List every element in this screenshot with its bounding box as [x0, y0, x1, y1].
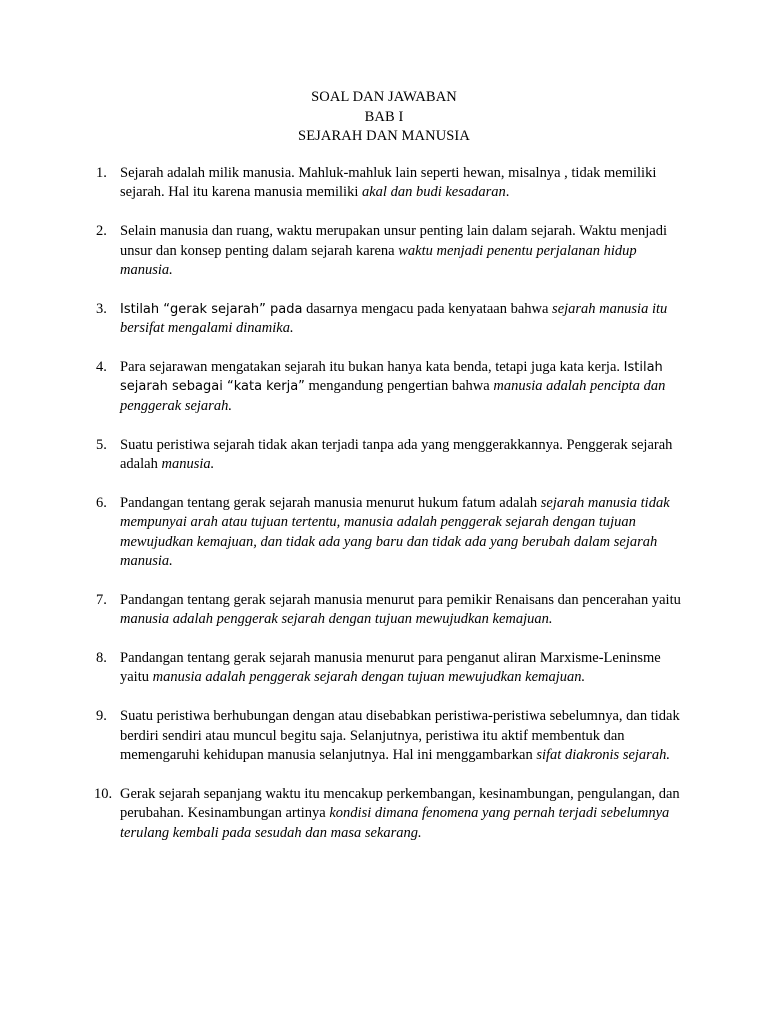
question-number: 8. — [96, 650, 107, 667]
question-list — [96, 164, 686, 862]
question-number: 4. — [96, 359, 107, 376]
question-item-3 — [96, 300, 686, 339]
question-item-2 — [96, 222, 686, 280]
answer-text: akal dan budi kesadaran — [362, 184, 506, 201]
answer-text: manusia. — [161, 456, 215, 473]
question-number: 1. — [96, 165, 107, 181]
question-item-5 — [96, 436, 686, 475]
question-number: 2. — [96, 223, 107, 240]
question-number: 3. — [96, 300, 107, 317]
question-item-9 — [96, 707, 686, 765]
question-text: Pandangan tentang gerak sejarah manusia menurut para pemikir Renaisans dan pencerahan yaitu — [120, 591, 681, 608]
answer-suffix: . — [505, 184, 510, 201]
question-text: Gerak sejarah sepanjang waktu itu mencakup perkembangan, kesinambungan, pengulangan, dan perubahan. Kesinambungan artinya — [120, 785, 680, 822]
answer-text: waktu menjadi penentu perjalanan hidup manusia. — [120, 242, 637, 279]
question-item-4 — [96, 358, 686, 416]
title-line-1: SOAL DAN JAWABAN — [311, 89, 457, 105]
question-text: Para sejarawan mengatakan sejarah itu bukan hanya kata benda, tetapi juga kata kerja. — [120, 359, 624, 376]
question-number: 10. — [94, 785, 113, 802]
question-text: Suatu peristiwa sejarah tidak akan terjadi tanpa ada yang menggerakkannya. Penggerak sejarah adalah — [120, 436, 673, 473]
question-text-sans: Istilah sejarah sebagai “kata kerja” — [120, 360, 663, 395]
question-number: 7. — [96, 591, 107, 608]
question-text: dasarnya mengacu pada kenyataan bahwa — [302, 300, 553, 317]
title-line-2: BAB I — [364, 108, 404, 125]
document-title — [0, 88, 768, 147]
question-text: Pandangan tentang gerak sejarah manusia menurut hukum fatum adalah — [120, 494, 541, 511]
question-item-8 — [96, 649, 686, 688]
question-text: Pandangan tentang gerak sejarah manusia menurut para penganut aliran Marxisme-Leninsme yaitu — [120, 650, 661, 686]
title-line-3: SEJARAH DAN MANUSIA — [298, 128, 470, 144]
answer-text: sejarah manusia itu bersifat mengalami dinamika. — [120, 300, 668, 337]
question-number: 5. — [96, 436, 107, 453]
question-text: Sejarah adalah milik manusia. Mahluk-mahluk lain seperti hewan, misalnya , tidak memiliki sejarah. Hal itu karena manusia memiliki — [120, 165, 657, 201]
question-item-1 — [96, 164, 686, 203]
question-item-10 — [96, 785, 686, 843]
answer-text: manusia adalah penggerak sejarah dengan tujuan mewujudkan kemajuan. — [152, 669, 586, 686]
question-number: 9. — [96, 708, 107, 725]
question-text-sans: Istilah “gerak sejarah” pada — [120, 301, 303, 317]
answer-text: sifat diakronis sejarah. — [536, 747, 670, 764]
answer-text: manusia adalah penggerak sejarah dengan tujuan mewujudkan kemajuan. — [120, 611, 553, 628]
question-item-6 — [96, 494, 686, 572]
question-text: Selain manusia dan ruang, waktu merupakan unsur penting lain dalam sejarah. Waktu menjadi unsur dan konsep penting dalam sejarah karena — [120, 223, 667, 259]
answer-text: kondisi dimana fenomena yang pernah terjadi sebelumnya terulang kembali pada sesudah dan masa sekarang. — [120, 805, 670, 841]
question-number: 6. — [96, 494, 107, 511]
question-text-2: mengandung pengertian bahwa — [304, 378, 494, 395]
answer-text: manusia adalah pencipta dan penggerak sejarah. — [120, 378, 666, 414]
question-text: Suatu peristiwa berhubungan dengan atau disebabkan peristiwa-peristiwa sebelumnya, dan tidak berdiri sendiri atau muncul begitu saja. Selanjutnya, peristiwa itu aktif membentuk dan memengaruhi kehidupan manusia selanjutnya. Hal ini menggambarkan — [120, 708, 680, 764]
answer-text: sejarah manusia tidak mempunyai arah atau tujuan tertentu, manusia adalah penggerak sejarah dengan tujuan mewujudkan kemajuan, dan tidak ada yang baru dan tidak ada yang berubah dalam sejarah manusia. — [120, 494, 670, 570]
question-item-7 — [96, 591, 686, 630]
